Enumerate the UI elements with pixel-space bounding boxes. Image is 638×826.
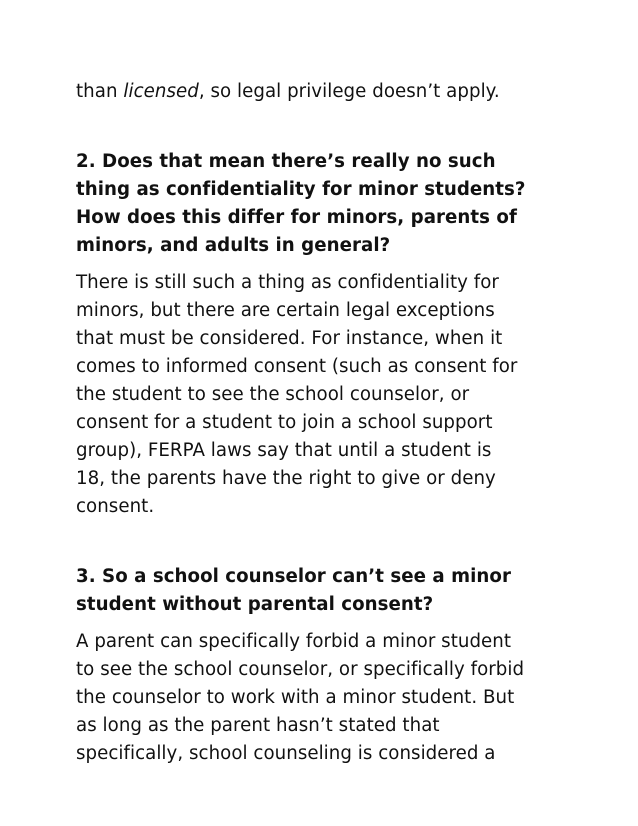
body-line: consent. [76, 496, 155, 517]
heading-line: 3. So a school counselor can’t see a minor [76, 566, 511, 587]
document-page [76, 78, 560, 768]
body-line: A parent can specifically forbid a minor student [76, 631, 512, 652]
body-line: group), FERPA laws say that until a student is [76, 440, 492, 461]
intro-emphasis: licensed [123, 81, 199, 102]
intro-prefix: than [76, 81, 124, 102]
heading-line: 2. Does that mean there’s really no such [76, 151, 496, 172]
question-3-heading [76, 563, 560, 619]
intro-paragraph [76, 78, 560, 106]
heading-line: How does this differ for minors, parents of [76, 207, 517, 228]
intro-line [76, 78, 560, 106]
body-line: the counselor to work with a minor student. But [76, 687, 515, 708]
heading-line: minors, and adults in general? [76, 235, 391, 256]
answer-3-paragraph [76, 628, 560, 768]
body-line: the student to see the school counselor, or [76, 384, 470, 405]
question-2-heading [76, 148, 560, 260]
body-line: There is still such a thing as confidentiality for [76, 272, 499, 293]
body-line: comes to informed consent (such as consent for [76, 356, 518, 377]
heading-line: thing as confidentiality for minor students? [76, 179, 526, 200]
answer-2-paragraph [76, 269, 560, 521]
body-line: consent for a student to join a school support [76, 412, 493, 433]
heading-line: student without parental consent? [76, 594, 434, 615]
body-line: minors, but there are certain legal exceptions [76, 300, 495, 321]
intro-suffix: , so legal privilege doesn’t apply. [198, 81, 500, 102]
body-line: to see the school counselor, or specifically forbid [76, 659, 525, 680]
body-line: 18, the parents have the right to give or deny [76, 468, 496, 489]
body-line: as long as the parent hasn’t stated that [76, 715, 440, 736]
body-line: that must be considered. For instance, when it [76, 328, 503, 349]
body-line: specifically, school counseling is considered a [76, 743, 496, 764]
